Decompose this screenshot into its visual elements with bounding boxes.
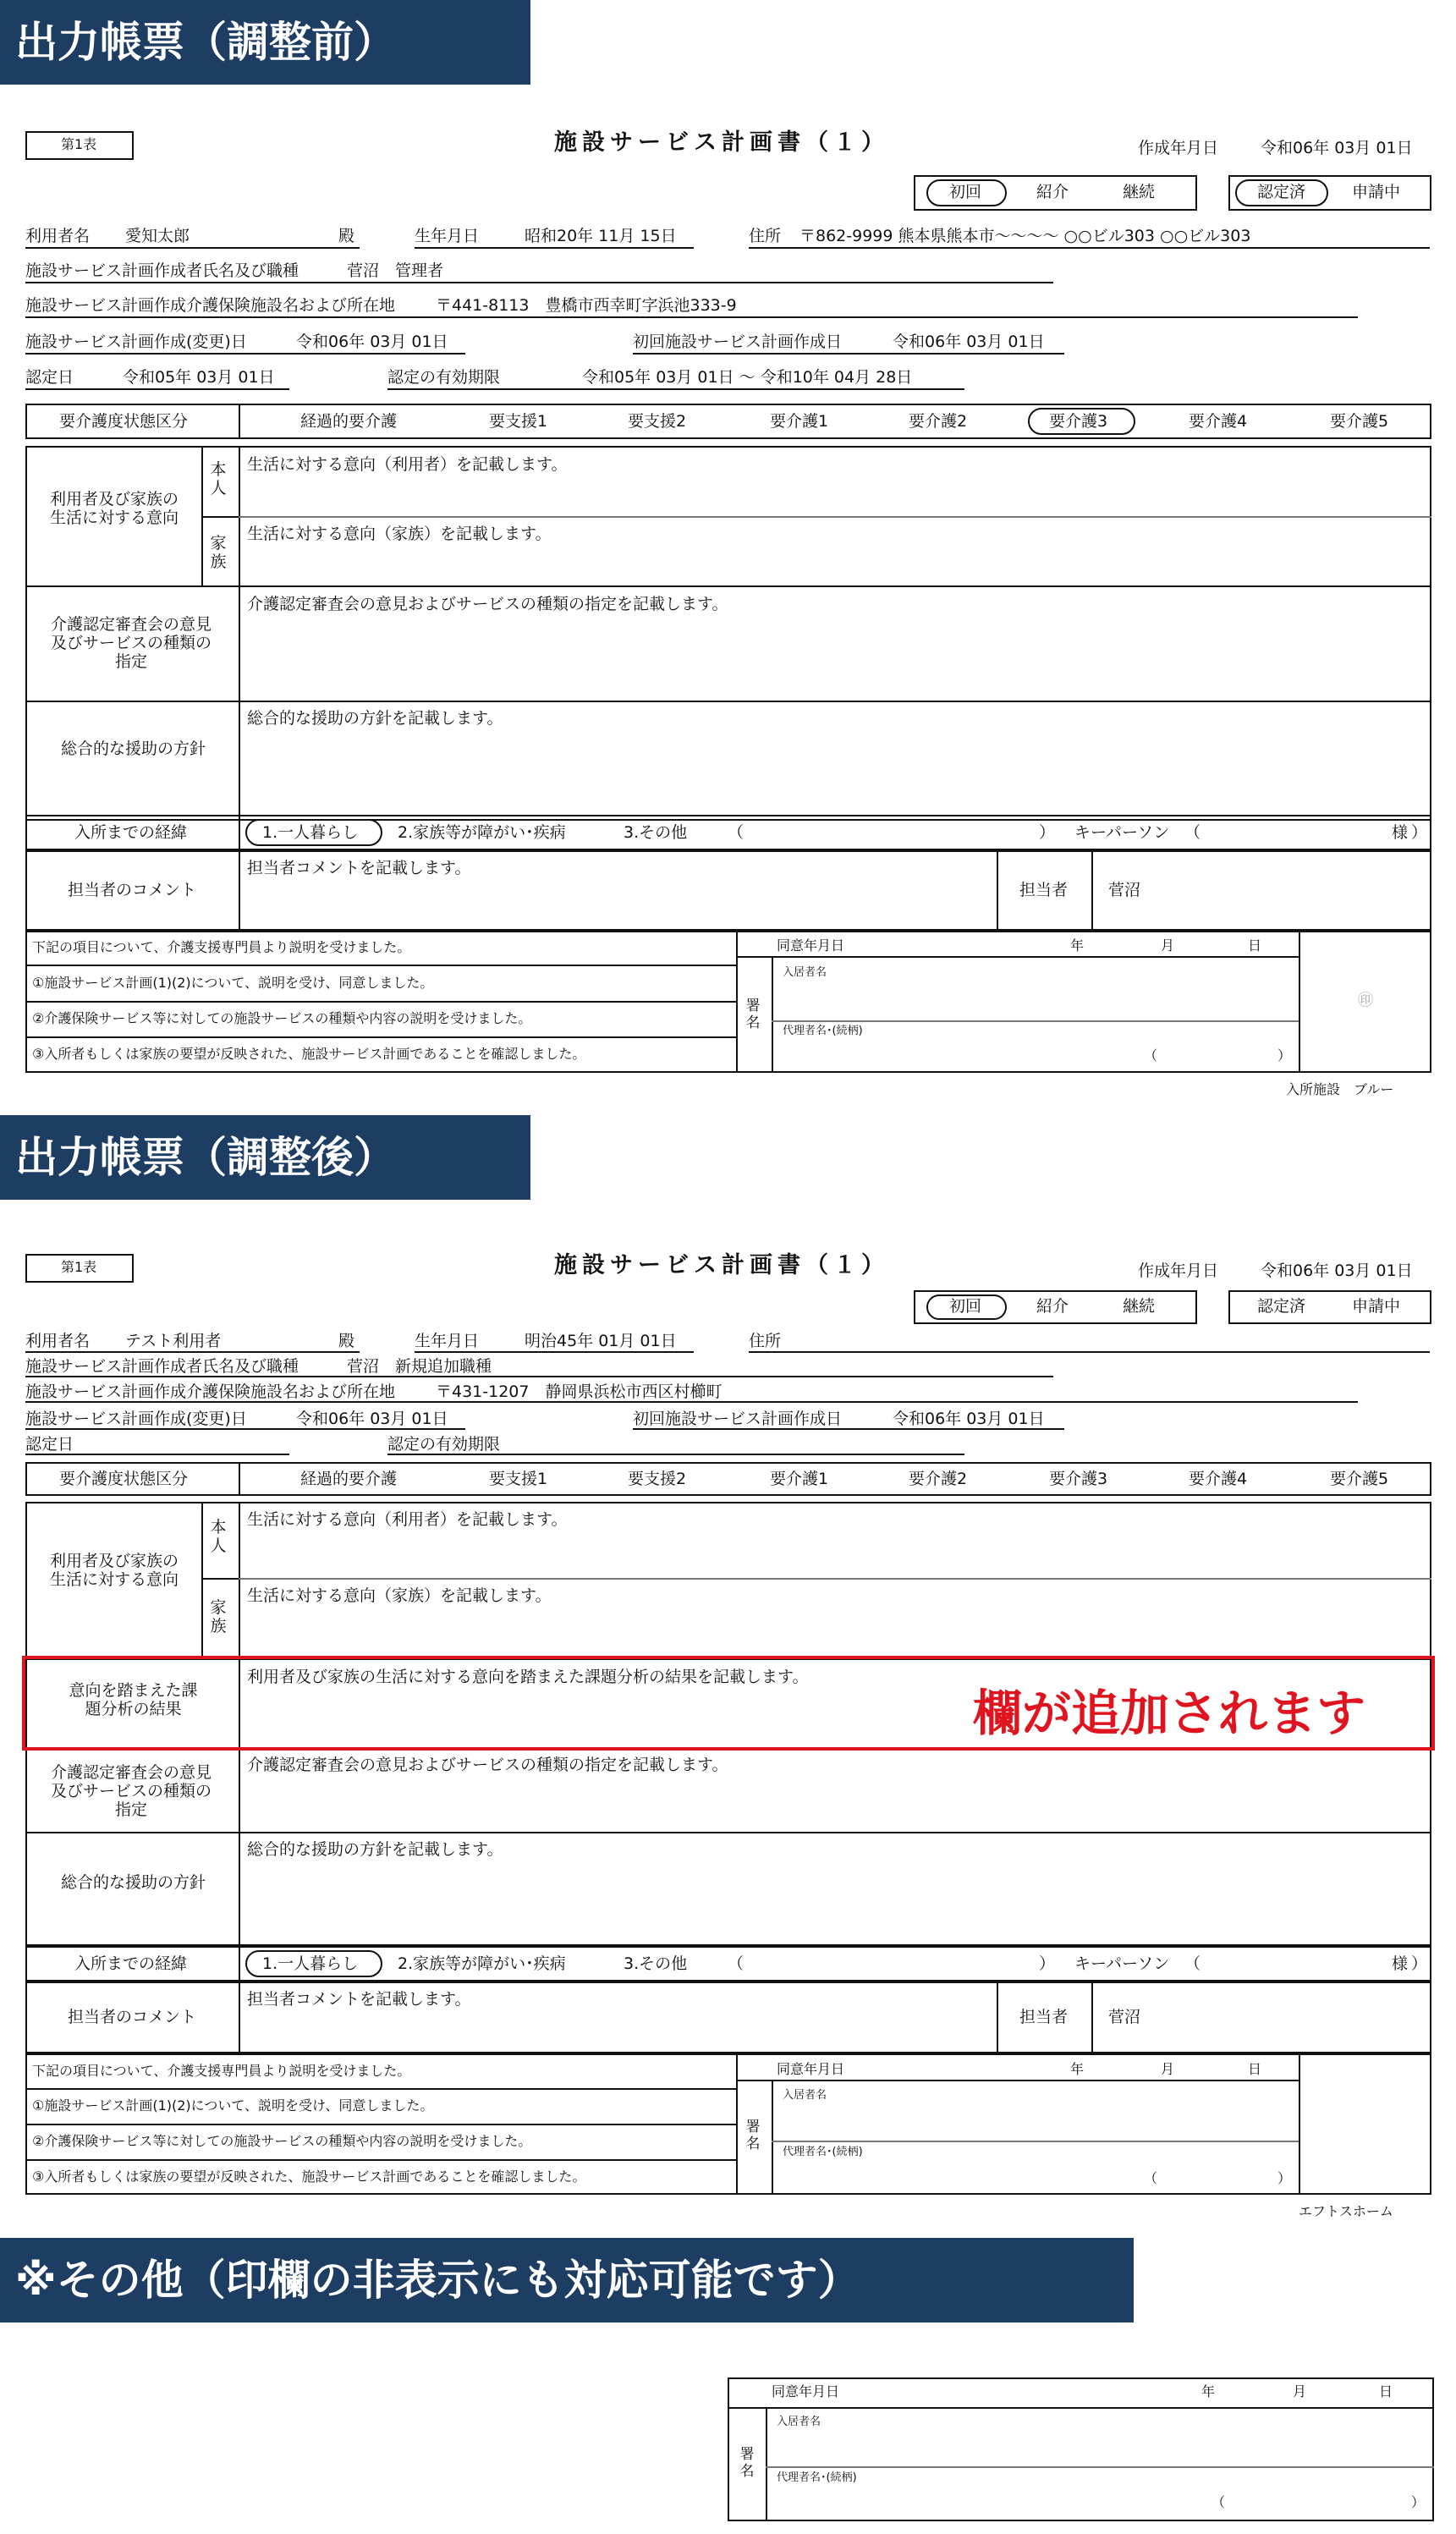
council-label: 介護認定審査会の意見及びサービスの種類の指定 — [51, 1763, 212, 1819]
tanto-name: 菅沼 — [1108, 2008, 1141, 2026]
admission-opt-1: 1.一人暮らし — [262, 823, 359, 842]
comment-label: 担当者のコメント — [68, 881, 197, 899]
cert-applying: 申請中 — [1352, 1297, 1401, 1316]
explain-1: ①施設サービス計画(1)(2)について、説明を受け、同意しました。 — [32, 975, 434, 991]
facility-label: 施設サービス計画作成介護保険施設名および所在地 — [25, 1382, 396, 1401]
added-note: 欄が追加されます — [973, 1685, 1366, 1742]
facility: 〒431-1207 静岡県浜松市西区村櫛町 — [436, 1382, 723, 1401]
admission-paren-open: （ — [728, 823, 744, 842]
creator-label: 施設サービス計画作成者氏名及び職種 — [25, 1357, 299, 1376]
explain-2: ②介護保険サービス等に対しての施設サービスの種類や内容の説明を受けました。 — [32, 2133, 532, 2149]
comment-text: 担当者コメントを記載します。 — [247, 859, 471, 877]
proxy-paren-open: （ — [1144, 2170, 1158, 2186]
agree-month: 月 — [1161, 2061, 1175, 2077]
care-level-2: 要支援2 — [628, 412, 687, 431]
care-level-label: 要介護度状態区分 — [59, 1470, 189, 1488]
keyperson-paren: （ — [1184, 823, 1201, 842]
keyperson-paren-close: ） — [1411, 1954, 1428, 1973]
council-label: 介護認定審査会の意見及びサービスの種類の指定 — [51, 615, 212, 671]
cert-date-label: 認定日 — [25, 1435, 74, 1454]
plan-change-date: 令和06年 03月 01日 — [296, 333, 448, 351]
intent-label: 利用者及び家族の生活に対する意向 — [49, 1552, 179, 1589]
sama: 様 — [1392, 823, 1409, 842]
cert-date: 令和05年 03月 01日 — [123, 368, 275, 387]
council-text: 介護認定審査会の意見およびサービスの種類の指定を記載します。 — [247, 1756, 728, 1774]
care-level-2: 要支援2 — [628, 1470, 687, 1488]
council-text: 介護認定審査会の意見およびサービスの種類の指定を記載します。 — [247, 595, 728, 613]
resident-label: 入居者名 — [783, 966, 827, 979]
table-no: 第1表 — [61, 136, 97, 152]
care-level-4: 要介護2 — [909, 412, 968, 431]
intent-label: 利用者及び家族の生活に対する意向 — [49, 490, 179, 527]
creator: 菅沼 新規追加職種 — [347, 1357, 492, 1376]
address-label: 住所 — [749, 1332, 782, 1350]
policy-label: 総合的な援助の方針 — [60, 739, 206, 758]
explain-3: ③入所者もしくは家族の要望が反映された、施設サービス計画であることを確認しました。 — [32, 1046, 586, 1062]
explain-3: ③入所者もしくは家族の要望が反映された、施設サービス計画であることを確認しました。 — [32, 2168, 586, 2185]
dono: 殿 — [338, 227, 355, 245]
care-level-3: 要介護1 — [770, 412, 829, 431]
care-level-6: 要介護4 — [1189, 1470, 1248, 1488]
care-level-5: 要介護3 — [1049, 412, 1108, 431]
care-level-7: 要介護5 — [1330, 1470, 1389, 1488]
agree-day: 日 — [1248, 937, 1262, 954]
status-continue: 継続 — [1123, 183, 1156, 201]
birth-label: 生年月日 — [415, 1332, 480, 1350]
user-name: 愛知太郎 — [125, 227, 190, 245]
created-label: 作成年月日 — [1138, 139, 1219, 157]
care-level-0: 経過的要介護 — [300, 1470, 398, 1488]
first-plan-label: 初回施設サービス計画作成日 — [633, 333, 843, 351]
explain-1: ①施設サービス計画(1)(2)について、説明を受け、同意しました。 — [32, 2097, 434, 2113]
keyperson-label: キーパーソン — [1074, 1954, 1170, 1973]
proxy-label: 代理者名･(続柄) — [777, 2471, 857, 2484]
birth-date: 明治45年 01月 01日 — [525, 1332, 677, 1350]
seal-icon: ㊞ — [1358, 992, 1373, 1009]
comment-row — [25, 1982, 1431, 2053]
comment-text: 担当者コメントを記載します。 — [247, 1990, 471, 2009]
creator-label: 施設サービス計画作成者氏名及び職種 — [25, 261, 299, 280]
agree-year: 年 — [1201, 2383, 1216, 2399]
birth-label: 生年月日 — [415, 227, 480, 245]
admission-paren-open: （ — [728, 1954, 744, 1973]
self-label: 本人 — [210, 460, 227, 497]
status-first: 初回 — [949, 1297, 982, 1316]
tanto-label: 担当者 — [1019, 2008, 1069, 2026]
explain-head: 下記の項目について、介護支援専門員より説明を受けました。 — [32, 939, 411, 955]
banner-before: 出力帳票（調整前） — [0, 0, 530, 85]
care-level-6: 要介護4 — [1189, 412, 1248, 431]
footer-before: 入所施設 ブルー — [1286, 1081, 1394, 1097]
care-level-0: 経過的要介護 — [300, 412, 398, 431]
status-first: 初回 — [949, 183, 982, 201]
status-intro: 紹介 — [1036, 1297, 1069, 1316]
admission-opt-3: 3.その他 — [624, 1954, 688, 1973]
creator: 菅沼 管理者 — [347, 261, 444, 280]
family-label: 家族 — [210, 534, 227, 571]
agree-label: 同意年月日 — [777, 2061, 845, 2077]
admission-paren-close: ） — [1039, 1954, 1056, 1973]
facility-label: 施設サービス計画作成介護保険施設名および所在地 — [25, 296, 396, 315]
first-plan-date: 令和06年 03月 01日 — [893, 1410, 1045, 1428]
resident-label: 入居者名 — [783, 2089, 827, 2102]
explain-head: 下記の項目について、介護支援専門員より説明を受けました。 — [32, 2063, 411, 2079]
self-text: 生活に対する意向（利用者）を記載します。 — [247, 1510, 568, 1529]
agree-year: 年 — [1070, 937, 1085, 954]
user-name: テスト利用者 — [125, 1332, 222, 1350]
created-label: 作成年月日 — [1138, 1262, 1219, 1280]
care-level-5: 要介護3 — [1049, 1470, 1108, 1488]
self-label: 本人 — [210, 1518, 227, 1555]
keyperson-label: キーパーソン — [1074, 823, 1170, 842]
admission-paren-close: ） — [1039, 823, 1056, 842]
banner-other: ※その他（印欄の非表示にも対応可能です） — [0, 2238, 1134, 2322]
care-level-1: 要支援1 — [489, 412, 548, 431]
agree-day: 日 — [1248, 2061, 1262, 2077]
cert-date-label: 認定日 — [25, 368, 74, 387]
keyperson-paren-close: ） — [1411, 823, 1428, 842]
proxy-paren-close: ） — [1411, 2494, 1426, 2510]
agree-month: 月 — [1293, 2383, 1307, 2399]
birth-date: 昭和20年 11月 15日 — [525, 227, 677, 245]
facility: 〒441-8113 豊橋市西幸町字浜池333-9 — [436, 296, 737, 315]
agree-day: 日 — [1379, 2383, 1393, 2399]
analysis-label: 意向を踏まえた課題分析の結果 — [69, 1681, 198, 1718]
sama: 様 — [1392, 1954, 1409, 1973]
comment-label: 担当者のコメント — [68, 2008, 197, 2026]
valid-label: 認定の有効期限 — [387, 1435, 501, 1454]
agree-label: 同意年月日 — [777, 937, 845, 954]
care-level-3: 要介護1 — [770, 1470, 829, 1488]
self-text: 生活に対する意向（利用者）を記載します。 — [247, 455, 568, 474]
agree-year: 年 — [1070, 2061, 1085, 2077]
analysis-text: 利用者及び家族の生活に対する意向を踏まえた課題分析の結果を記載します。 — [247, 1668, 809, 1686]
admission-label: 入所までの経緯 — [74, 823, 188, 842]
sign-label: 署名 — [745, 2119, 761, 2152]
care-level-1: 要支援1 — [489, 1470, 548, 1488]
family-text: 生活に対する意向（家族）を記載します。 — [247, 1586, 552, 1605]
dono: 殿 — [338, 1332, 355, 1350]
user-label: 利用者名 — [25, 227, 91, 245]
created-date: 令和06年 03月 01日 — [1261, 1262, 1413, 1280]
proxy-paren-close: ） — [1277, 2170, 1292, 2186]
proxy-label: 代理者名･(続柄) — [783, 1025, 863, 1037]
status-continue: 継続 — [1123, 1297, 1156, 1316]
proxy-label: 代理者名･(続柄) — [783, 2146, 863, 2158]
sign-label: 署名 — [739, 2446, 755, 2480]
status-intro: 紹介 — [1036, 183, 1069, 201]
admission-opt-2: 2.家族等が障がい･疾病 — [398, 823, 566, 842]
family-text: 生活に対する意向（家族）を記載します。 — [247, 525, 552, 543]
proxy-paren-open: （ — [1212, 2494, 1226, 2510]
plan-change-label: 施設サービス計画作成(変更)日 — [25, 333, 247, 351]
care-level-4: 要介護2 — [909, 1470, 968, 1488]
proxy-paren-close: ） — [1277, 1047, 1292, 1064]
explain-2: ②介護保険サービス等に対しての施設サービスの種類や内容の説明を受けました。 — [32, 1010, 532, 1026]
cert-applying: 申請中 — [1352, 183, 1401, 201]
admission-opt-3: 3.その他 — [624, 823, 688, 842]
admission-label: 入所までの経緯 — [74, 1954, 188, 1973]
first-plan-label: 初回施設サービス計画作成日 — [633, 1410, 843, 1428]
cert-done: 認定済 — [1257, 1297, 1306, 1316]
admission-opt-2: 2.家族等が障がい･疾病 — [398, 1954, 566, 1973]
main-table — [25, 446, 1431, 821]
comment-row — [25, 850, 1431, 931]
agree-label: 同意年月日 — [772, 2383, 840, 2399]
proxy-paren-open: （ — [1144, 1047, 1158, 1064]
plan-change-date: 令和06年 03月 01日 — [296, 1410, 448, 1428]
banner-after: 出力帳票（調整後） — [0, 1115, 530, 1200]
tanto-label: 担当者 — [1019, 881, 1069, 899]
keyperson-paren: （ — [1184, 1954, 1201, 1973]
first-plan-date: 令和06年 03月 01日 — [893, 333, 1045, 351]
footer-after: エフトスホーム — [1299, 2203, 1393, 2219]
created-date: 令和06年 03月 01日 — [1261, 139, 1413, 157]
address: 〒862-9999 熊本県熊本市～～～～ ○○ビル303 ○○ビル303 — [799, 227, 1251, 245]
policy-text: 総合的な援助の方針を記載します。 — [247, 1840, 503, 1859]
user-label: 利用者名 — [25, 1332, 91, 1350]
family-label: 家族 — [210, 1598, 227, 1635]
tanto-name: 菅沼 — [1108, 881, 1141, 899]
policy-text: 総合的な援助の方針を記載します。 — [247, 709, 503, 728]
plan-change-label: 施設サービス計画作成(変更)日 — [25, 1410, 247, 1428]
cert-done: 認定済 — [1257, 183, 1306, 201]
valid-period: 令和05年 03月 01日 ～ 令和10年 04月 28日 — [582, 368, 913, 387]
sign-label: 署名 — [745, 998, 761, 1031]
address-label: 住所 — [749, 227, 782, 245]
admission-opt-1: 1.一人暮らし — [262, 1954, 359, 1973]
table-no: 第1表 — [61, 1259, 97, 1275]
policy-label: 総合的な援助の方針 — [60, 1873, 206, 1892]
resident-label: 入居者名 — [777, 2416, 821, 2428]
valid-label: 認定の有効期限 — [387, 368, 501, 387]
form-title: 施設サービス計画書（１） — [554, 129, 889, 156]
care-level-label: 要介護度状態区分 — [59, 412, 189, 431]
form-title: 施設サービス計画書（１） — [554, 1252, 889, 1278]
agree-month: 月 — [1161, 937, 1175, 954]
care-level-7: 要介護5 — [1330, 412, 1389, 431]
